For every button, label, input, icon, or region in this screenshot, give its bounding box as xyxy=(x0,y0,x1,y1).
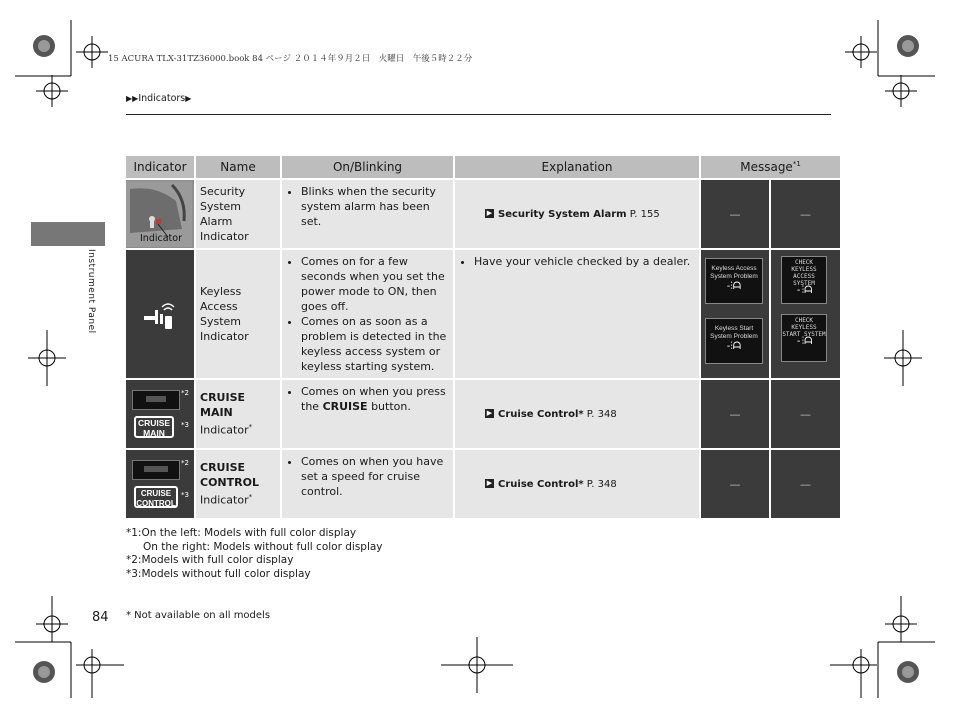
explanation-cell xyxy=(455,380,699,448)
reference-arrow-icon: ▶ xyxy=(486,409,493,417)
indicator-table xyxy=(124,154,842,520)
footnote-1: *1:On the left: Models with full color display xyxy=(126,527,357,539)
breadcrumb-arrow-icon: ▶▶ xyxy=(126,94,139,103)
reference-arrow-icon: ▶ xyxy=(486,209,493,217)
keyless-access-icon: -⫶ᗩ xyxy=(726,281,742,292)
message-right-cell xyxy=(771,250,840,378)
cruise-control-icon: CRUISE CONTROL xyxy=(134,486,178,508)
col-explanation: Explanation xyxy=(455,156,699,178)
list-item xyxy=(301,384,449,414)
list-item: • Comes on for a few seconds when you set the power mode to ON, then goes off. xyxy=(301,254,449,314)
message-right-cell: — xyxy=(771,450,840,518)
list-item: • Comes on as soon as a problem is detected in the keyless access system or keyless starting system. xyxy=(301,314,449,374)
page-number: 84 xyxy=(92,610,109,625)
footnote-2: *2:Models with full color display xyxy=(126,554,294,566)
footnote-ref-3: *3 xyxy=(181,421,189,429)
on-blinking-cell xyxy=(282,250,453,378)
reference-arrow-icon: ▶ xyxy=(486,479,493,487)
footnote-1b: On the right: Models without full color display xyxy=(143,541,383,553)
reference-page: P. 155 xyxy=(629,208,660,220)
col-indicator: Indicator xyxy=(126,156,194,178)
on-blinking-cell xyxy=(282,180,453,248)
section-side-label: Instrument Panel xyxy=(86,249,96,334)
explanation-cell xyxy=(455,180,699,248)
reference-link-title[interactable]: Cruise Control xyxy=(498,478,579,490)
table-row xyxy=(126,380,840,448)
on-blinking-cell xyxy=(282,450,453,518)
name-bold: CRUISE CONTROL xyxy=(200,461,259,490)
col-message xyxy=(701,156,840,178)
reference-star: * xyxy=(578,408,584,420)
cruise-main-icon: CRUISE MAIN xyxy=(134,416,174,438)
not-available-note: * Not available on all models xyxy=(126,610,271,621)
footnote-ref-2: *2 xyxy=(181,389,189,397)
reference-star: * xyxy=(578,478,584,490)
reference-link-title[interactable]: Cruise Control xyxy=(498,408,579,420)
col-name: Name xyxy=(196,156,280,178)
name-sup: * xyxy=(248,493,253,502)
cruise-control-icon-cell xyxy=(126,450,194,518)
footnote-ref-2: *2 xyxy=(181,459,189,467)
keyless-access-icon: -⫶ᗩ xyxy=(726,341,742,352)
breadcrumb-label: Indicators xyxy=(138,93,186,104)
on-blinking-cell xyxy=(282,380,453,448)
table-row xyxy=(126,180,840,248)
section-tab xyxy=(31,222,105,246)
keyless-access-icon xyxy=(126,252,192,376)
name-bold: CRUISE MAIN xyxy=(200,391,246,420)
name-rest: Indicator xyxy=(200,423,249,437)
reference-page: P. 348 xyxy=(586,408,617,420)
message-left-cell: — xyxy=(701,450,769,518)
text-part: Comes on when you press the xyxy=(301,385,446,413)
message-text: CHECK KEYLESS START SYSTEM xyxy=(782,317,826,338)
message-right-cell: — xyxy=(771,180,840,248)
name-cell xyxy=(196,450,280,518)
message-right-cell: — xyxy=(771,380,840,448)
message-text: Keyless Start System Problem xyxy=(710,325,758,340)
message-screen-check-keyless-start xyxy=(781,314,827,362)
breadcrumb xyxy=(126,93,191,104)
message-screen-keyless-start xyxy=(705,318,763,364)
message-text: Keyless Access System Problem xyxy=(710,265,758,280)
message-left-cell: — xyxy=(701,180,769,248)
cruise-main-color-indicator xyxy=(132,390,180,410)
keyless-access-icon: -⫶ᗩ xyxy=(795,336,813,347)
list-item: • Comes on when you have set a speed for cruise control. xyxy=(301,454,449,499)
message-screen-check-keyless-access xyxy=(781,256,827,304)
name-sup: * xyxy=(248,423,253,432)
list-item: • Blinks when the security system alarm has been set. xyxy=(301,184,449,229)
col-on-blinking: On/Blinking xyxy=(282,156,453,178)
footnote-ref-3: *3 xyxy=(181,491,189,499)
name-cell: Security System Alarm Indicator xyxy=(196,180,280,248)
message-left-cell: — xyxy=(701,380,769,448)
col-message-label: Message xyxy=(740,160,793,174)
reference-page: P. 348 xyxy=(586,478,617,490)
list-item: • Have your vehicle checked by a dealer. xyxy=(474,254,695,269)
name-cell xyxy=(196,380,280,448)
table-row xyxy=(126,250,840,378)
message-screen-keyless-access xyxy=(705,258,763,304)
message-left-cell xyxy=(701,250,769,378)
message-text: CHECK KEYLESS ACCESS SYSTEM xyxy=(791,259,817,287)
keyless-access-icon-cell xyxy=(126,250,194,378)
indicator-callout-label: Indicator xyxy=(140,233,182,244)
name-rest: Indicator xyxy=(200,493,249,507)
security-alarm-icon-cell xyxy=(126,180,194,248)
text-part: button. xyxy=(367,400,411,413)
reference-link-title[interactable]: Security System Alarm xyxy=(498,208,627,220)
explanation-cell xyxy=(455,250,699,378)
cruise-control-color-indicator xyxy=(132,460,180,480)
keyless-access-icon: -⫶ᗩ xyxy=(795,285,813,296)
header-rule xyxy=(126,114,831,115)
table-header-row xyxy=(126,156,840,178)
col-message-sup: *1 xyxy=(792,160,801,168)
explanation-cell xyxy=(455,450,699,518)
breadcrumb-arrow-icon: ▶ xyxy=(185,94,192,103)
cruise-main-icon-cell xyxy=(126,380,194,448)
cruise-button-label: CRUISE xyxy=(322,400,368,413)
book-file-header: 15 ACURA TLX-31TZ36000.book 84 ページ ２０１４年９月２日 火曜日 午後５時２２分 xyxy=(108,54,473,64)
table-row xyxy=(126,450,840,518)
footnote-3: *3:Models without full color display xyxy=(126,568,311,580)
name-cell: Keyless Access System Indicator xyxy=(196,250,280,378)
